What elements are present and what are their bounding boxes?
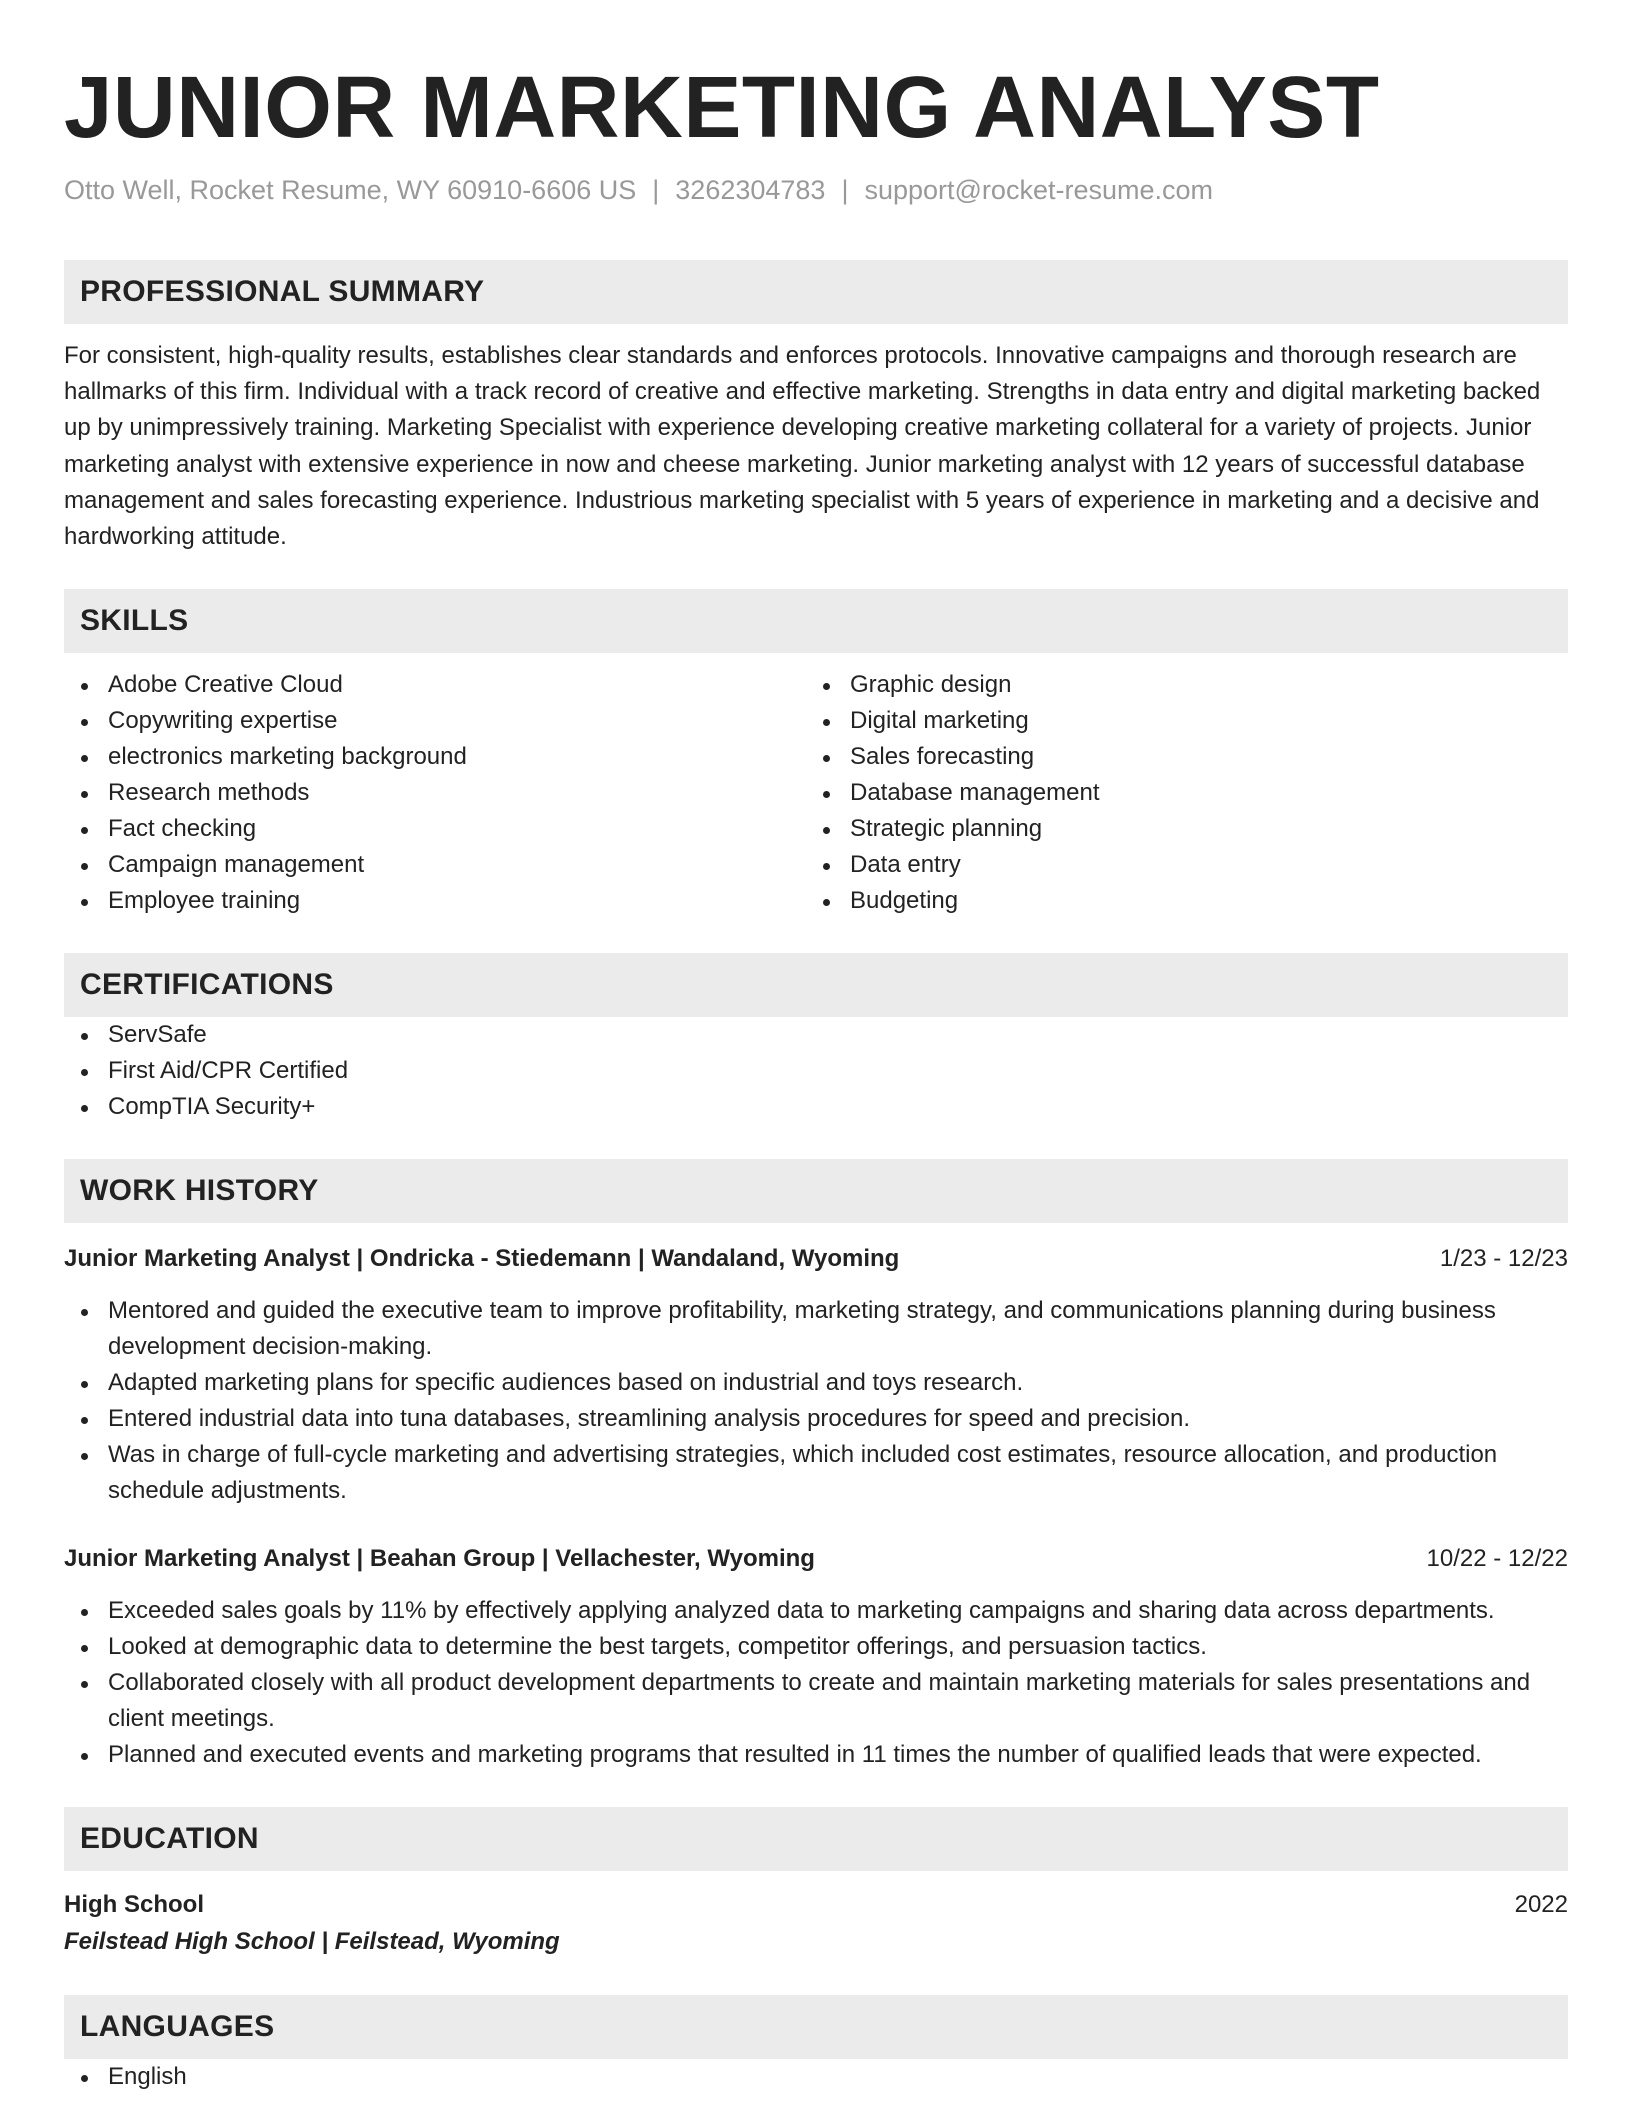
job-entry bbox=[64, 1541, 1568, 1773]
contact-separator: | bbox=[652, 175, 660, 205]
skills-left-list bbox=[64, 667, 806, 919]
skill-item: Copywriting expertise bbox=[64, 703, 806, 739]
skill-item: Strategic planning bbox=[806, 811, 1548, 847]
skill-item: Digital marketing bbox=[806, 703, 1548, 739]
certification-item: ServSafe bbox=[64, 1017, 1568, 1053]
contact-phone: 3262304783 bbox=[675, 175, 826, 205]
job-bullet: Exceeded sales goals by 11% by effectively applying analyzed data to marketing campaigns and sharing data across departments. bbox=[64, 1593, 1568, 1629]
section-heading-education: EDUCATION bbox=[64, 1807, 1568, 1871]
skills-columns bbox=[64, 667, 1568, 919]
contact-line bbox=[64, 172, 1568, 208]
education-school: Feilstead High School | Feilstead, Wyoming bbox=[64, 1928, 560, 1956]
education-entry bbox=[64, 1887, 1568, 1961]
skill-item: Budgeting bbox=[806, 883, 1548, 919]
skill-item: electronics marketing background bbox=[64, 739, 806, 775]
job-bullet: Was in charge of full-cycle marketing and advertising strategies, which included cost estimates, resource allocation, and production schedule adjustments. bbox=[64, 1437, 1568, 1509]
section-heading-certifications: CERTIFICATIONS bbox=[64, 953, 1568, 1017]
job-title: Junior Marketing Analyst | Ondricka - Stiedemann | Wandaland, Wyoming bbox=[64, 1245, 900, 1273]
contact-separator: | bbox=[841, 175, 849, 205]
job-title: Junior Marketing Analyst | Beahan Group | Vellachester, Wyoming bbox=[64, 1545, 815, 1573]
certification-item: First Aid/CPR Certified bbox=[64, 1053, 1568, 1089]
section-heading-work-history: WORK HISTORY bbox=[64, 1159, 1568, 1223]
education-degree: High School bbox=[64, 1891, 204, 1919]
section-heading-summary: PROFESSIONAL SUMMARY bbox=[64, 260, 1568, 324]
skill-item: Graphic design bbox=[806, 667, 1548, 703]
skill-item: Database management bbox=[806, 775, 1548, 811]
skills-right-list bbox=[806, 667, 1548, 919]
job-bullet: Mentored and guided the executive team to improve profitability, marketing strategy, and communications planning during business development decision-making. bbox=[64, 1293, 1568, 1365]
language-item: English bbox=[64, 2059, 1568, 2095]
skill-item: Campaign management bbox=[64, 847, 806, 883]
job-bullets bbox=[64, 1293, 1568, 1509]
skill-item: Data entry bbox=[806, 847, 1548, 883]
contact-address: Otto Well, Rocket Resume, WY 60910-6606 US bbox=[64, 175, 637, 205]
education-header bbox=[64, 1887, 1568, 1923]
job-dates: 1/23 - 12/23 bbox=[1439, 1245, 1568, 1273]
languages-list bbox=[64, 2059, 1568, 2095]
job-bullet: Planned and executed events and marketing programs that resulted in 11 times the number of qualified leads that were expected. bbox=[64, 1737, 1568, 1773]
section-heading-languages: LANGUAGES bbox=[64, 1995, 1568, 2059]
summary-paragraph: For consistent, high-quality results, establishes clear standards and enforces protocols. Innovative campaigns and thorough research are hallmarks of this firm. Individual with a track record of creative and effective marketing. Strengths in data entry and digital marketing backed up by unimpressively training. Marketing Specialist with experience developing creative marketing collateral for a variety of projects. Junior marketing analyst with extensive experience in now and cheese marketing. Junior marketing analyst with 12 years of successful database management and sales forecasting experience. Industrious marketing specialist with 5 years of experience in marketing and a decisive and hardworking attitude. bbox=[64, 342, 1541, 551]
job-entry bbox=[64, 1241, 1568, 1509]
skill-item: Adobe Creative Cloud bbox=[64, 667, 806, 703]
skill-item: Fact checking bbox=[64, 811, 806, 847]
job-dates: 10/22 - 12/22 bbox=[1426, 1545, 1568, 1573]
job-header bbox=[64, 1541, 1568, 1577]
job-bullet: Collaborated closely with all product development departments to create and maintain marketing materials for sales presentations and client meetings. bbox=[64, 1665, 1568, 1737]
certifications-list bbox=[64, 1017, 1568, 1125]
job-bullet: Adapted marketing plans for specific audiences based on industrial and toys research. bbox=[64, 1365, 1568, 1401]
job-bullets bbox=[64, 1593, 1568, 1773]
resume-title: JUNIOR MARKETING ANALYST bbox=[64, 59, 1380, 156]
job-header bbox=[64, 1241, 1568, 1277]
certification-item: CompTIA Security+ bbox=[64, 1089, 1568, 1125]
education-year: 2022 bbox=[1514, 1891, 1568, 1919]
job-bullet: Entered industrial data into tuna databases, streamlining analysis procedures for speed and precision. bbox=[64, 1401, 1568, 1437]
job-bullet: Looked at demographic data to determine the best targets, competitor offerings, and persuasion tactics. bbox=[64, 1629, 1568, 1665]
skill-item: Employee training bbox=[64, 883, 806, 919]
skill-item: Research methods bbox=[64, 775, 806, 811]
skill-item: Sales forecasting bbox=[806, 739, 1548, 775]
section-heading-skills: SKILLS bbox=[64, 589, 1568, 653]
contact-email: support@rocket-resume.com bbox=[864, 175, 1213, 205]
resume-page bbox=[64, 0, 1568, 2095]
